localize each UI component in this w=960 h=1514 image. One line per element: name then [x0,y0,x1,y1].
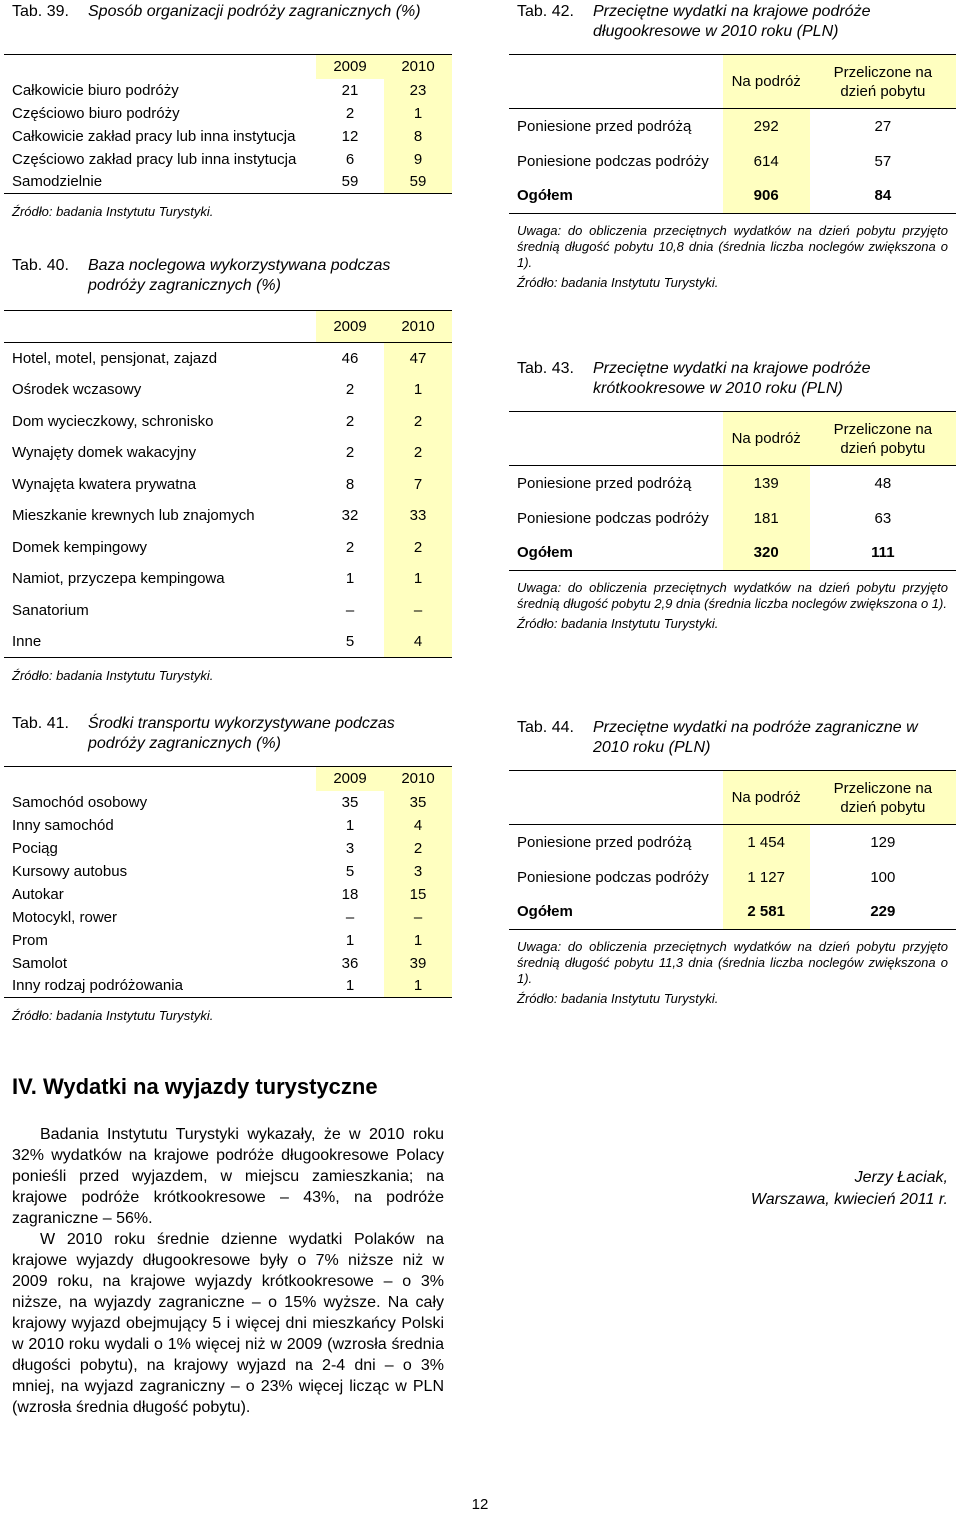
cell-2009: 5 [345,633,355,650]
cell-per-day: 57 [874,152,892,170]
row-label: Ogółem [517,544,573,562]
row-label: Wynajęty domek wakacyjny [12,444,197,462]
paragraph: Badania Instytutu Turystyki wykazały, że w 2010 roku 32% wydatków na krajowe podróże długookresowe Polacy ponieśli przed wyjazdem, w miejscu zamieszkania; na krajowe podróże krótkookresowe – 43%, na podróże zagraniczne – 56%. [12,1126,444,1227]
row-label: Inne [12,633,42,650]
cell-2009: 46 [341,350,359,367]
table-row [509,825,956,860]
row-label: Hotel, motel, pensjonat, zajazd [12,350,218,367]
col-header-per-trip: Na podróż [723,412,810,466]
section-heading: IV. Wydatki na wyjazdy turystyczne [12,1074,378,1099]
table-source: Źródło: badania Instytutu Turystyki. [12,668,214,683]
cell-2009: 2 [345,538,355,556]
table-row [4,975,452,998]
row-label: Poniesione podczas podróży [517,868,709,886]
row-label: Samolot [12,954,68,972]
cell-per-trip: 139 [723,466,810,501]
row-label: Ogółem [517,187,573,205]
cell-per-trip: 906 [723,179,810,214]
section-body [12,1124,444,1418]
table-row [4,626,452,658]
cell-2009: 2 [345,381,355,399]
cell-2009: 2 [345,444,355,462]
row-label: Mieszkanie krewnych lub znajomych [12,507,255,525]
cell-per-day: 27 [874,117,892,135]
row-label: Wynajęta kwatera prywatna [12,475,197,493]
col-header-per-trip: Na podróż [723,55,810,109]
table-row [4,883,452,906]
cell-2010: 4 [384,626,452,658]
table-row [509,501,956,536]
row-label: Dom wycieczkowy, schronisko [12,412,214,430]
cell-per-trip: 2 581 [723,895,810,930]
row-label: Ogółem [517,903,573,921]
cell-2009: – [345,908,355,926]
table-source: Źródło: badania Instytutu Turystyki. [517,275,719,290]
table-42 [509,54,956,291]
row-label: Całkowicie biuro podróży [12,81,179,99]
table-number: Tab. 40. [12,257,69,274]
table-note: Uwaga: do obliczenia przeciętnych wydatków na dzień pobytu przyjęto średnią długość pobytu 11,3 dnia (średnia liczba noclegów zwiększona o 1). [517,939,948,986]
cell-2010: 2 [384,837,452,860]
table-number: Tab. 39. [12,3,69,20]
table-row [4,532,452,564]
table-number: Tab. 43. [517,360,574,377]
table-source: Źródło: badania Instytutu Turystyki. [517,991,719,1006]
cell-2010: 47 [384,343,452,375]
row-label: Poniesione przed podróżą [517,474,692,492]
year-header: 2010 [384,55,452,79]
cell-2010: 3 [384,860,452,883]
cell-2009: 59 [341,173,359,191]
col-header-per-trip: Na podróż [723,771,810,825]
table-row [4,148,452,171]
table-number: Tab. 42. [517,3,574,20]
table-row [4,437,452,469]
row-label: Inny samochód [12,816,114,834]
table-header-row [509,412,956,466]
table-row [4,79,452,102]
cell-2010: 8 [384,125,452,148]
row-label: Poniesione podczas podróży [517,152,709,170]
cell-per-trip: 1 454 [723,825,810,860]
table-row [4,952,452,975]
col-header-per-day: Przeliczone na dzień pobytu [810,412,956,466]
table-row [4,595,452,627]
table-44-block [517,718,957,758]
table-row [4,906,452,929]
cell-2009: 2 [345,412,355,430]
row-label: Poniesione przed podróżą [517,117,692,135]
table-total-row [509,895,956,930]
year-header: 2009 [316,767,384,791]
row-label: Poniesione przed podróżą [517,833,692,851]
table-row [4,791,452,814]
table-row [4,500,452,532]
row-label: Domek kempingowy [12,538,148,556]
cell-2009: – [345,601,355,619]
cell-per-day: 48 [874,474,892,492]
row-label: Sanatorium [12,601,89,619]
place-date: Warszawa, kwiecień 2011 r. [750,1191,948,1208]
cell-2009: 8 [345,475,355,493]
table-source: Źródło: badania Instytutu Turystyki. [517,616,719,631]
row-label: Samodzielnie [12,173,103,191]
cell-per-day: 129 [870,833,896,851]
table-row [4,814,452,837]
table-row [4,102,452,125]
cell-per-day: 63 [874,509,892,527]
cell-2009: 5 [345,862,355,880]
table-title: Przeciętne wydatki na podróże zagraniczne w 2010 roku (PLN) [593,719,918,756]
table-title: Baza noclegowa wykorzystywana podczas podróży zagranicznych (%) [88,257,391,294]
author-name: Jerzy Łaciak, [854,1169,948,1186]
row-label: Prom [12,931,48,949]
row-label: Częściowo zakład pracy lub inna instytucja [12,150,297,168]
cell-2010: 35 [384,791,452,814]
table-43 [509,411,956,632]
table-39-block [12,2,452,22]
table-header-row [4,767,452,791]
cell-2010: 4 [384,814,452,837]
table-40 [4,310,452,684]
table-row [509,466,956,501]
table-header-row [4,311,452,343]
table-41-block [12,714,452,754]
row-label: Samochód osobowy [12,793,148,811]
cell-2009: 21 [341,81,359,99]
table-title: Środki transportu wykorzystywane podczas podróży zagranicznych (%) [88,715,395,752]
table-row [4,171,452,194]
table-row [4,860,452,883]
table-row [4,406,452,438]
cell-2009: 32 [341,507,359,525]
cell-2010: 39 [384,952,452,975]
table-number: Tab. 44. [517,719,574,736]
cell-2010: – [384,595,452,627]
cell-per-trip: 1 127 [723,860,810,895]
cell-2010: 23 [384,79,452,102]
table-row [4,929,452,952]
cell-per-trip: 614 [723,144,810,179]
table-total-row [509,179,956,214]
table-39 [4,54,452,220]
cell-per-day: 100 [870,868,896,886]
cell-2010: 7 [384,469,452,501]
cell-per-trip: 320 [723,536,810,571]
table-row [4,563,452,595]
paragraph: W 2010 roku średnie dzienne wydatki Polaków na krajowe wyjazdy długookresowe były o 7% niższe niż w 2009 roku, na krajowe wyjazdy krótkookresowe – o 3% niższe, na wyjazdy zagraniczne – o 15% wyższe. Na cały krajowy wyjazd obejmujący 5 i więcej dni mieszkańcy Polski w 2010 roku wydali o 1% więcej niż w 2009 (wzrosła średnia długości pobytu), na krajowy wyjazd na 2-4 dni – o 3% mniej, na wyjazd zagraniczny – o 23% więcej licząc w PLN (wzrosła średnia długość pobytu). [12,1231,444,1416]
row-label: Poniesione podczas podróży [517,509,709,527]
table-row [4,374,452,406]
cell-2010: 1 [384,929,452,952]
year-header: 2010 [384,767,452,791]
cell-per-day: 229 [870,903,896,921]
cell-2009: 18 [341,885,359,903]
row-label: Motocykl, rower [12,908,118,926]
row-label: Całkowicie zakład pracy lub inna instytucja [12,127,296,145]
col-header-per-day: Przeliczone na dzień pobytu [810,55,956,109]
author-signature [751,1167,948,1211]
table-note: Uwaga: do obliczenia przeciętnych wydatków na dzień pobytu przyjęto średnią długość pobytu 2,9 dnia (średnia liczba noclegów zwiększona o 1). [517,580,948,611]
table-row [4,343,452,375]
year-header: 2010 [384,311,452,343]
cell-2009: 12 [341,127,359,145]
cell-2010: 1 [384,102,452,125]
year-header: 2009 [316,311,384,343]
cell-2009: 3 [345,839,355,857]
cell-2010: 1 [384,374,452,406]
year-header: 2009 [316,55,384,79]
cell-2010: 59 [384,171,452,194]
table-row [4,469,452,501]
row-label: Pociąg [12,839,58,857]
cell-2010: 1 [384,563,452,595]
cell-per-day: 84 [874,187,892,205]
cell-2009: 1 [345,931,355,949]
table-number: Tab. 41. [12,715,69,732]
table-row [4,837,452,860]
cell-2010: 2 [384,406,452,438]
table-41 [4,766,452,1024]
table-row [509,860,956,895]
cell-2009: 2 [345,104,355,122]
cell-2010: 33 [384,500,452,532]
table-44 [509,770,956,1007]
row-label: Kursowy autobus [12,862,128,880]
cell-per-day: 111 [871,544,895,562]
table-title: Sposób organizacji podróży zagranicznych (%) [88,3,421,20]
cell-per-trip: 181 [723,501,810,536]
table-row [509,109,956,144]
row-label: Częściowo biuro podróży [12,104,180,122]
row-label: Namiot, przyczepa kempingowa [12,570,225,588]
cell-2009: 1 [345,977,355,995]
cell-2009: 1 [345,816,355,834]
row-label: Ośrodek wczasowy [12,381,142,399]
cell-per-trip: 292 [723,109,810,144]
page-number: 12 [471,1496,489,1513]
table-40-block [12,256,452,296]
cell-2009: 1 [345,570,355,588]
table-title: Przeciętne wydatki na krajowe podróże długookresowe w 2010 roku (PLN) [593,3,871,40]
cell-2010: 15 [384,883,452,906]
cell-2010: 9 [384,148,452,171]
cell-2010: 2 [384,437,452,469]
cell-2010: 1 [384,975,452,998]
table-note: Uwaga: do obliczenia przeciętnych wydatków na dzień pobytu przyjęto średnią długość pobytu 10,8 dnia (średnia liczba noclegów zwiększona o 1). [517,223,948,270]
table-title: Przeciętne wydatki na krajowe podróże krótkookresowe w 2010 roku (PLN) [593,360,871,397]
table-42-block [517,2,957,42]
cell-2009: 6 [345,150,355,168]
table-row [509,144,956,179]
cell-2010: 2 [384,532,452,564]
table-header-row [4,55,452,79]
table-total-row [509,536,956,571]
row-label: Inny rodzaj podróżowania [12,977,183,995]
table-header-row [509,771,956,825]
cell-2010: – [384,906,452,929]
table-43-block [517,359,957,399]
table-source: Źródło: badania Instytutu Turystyki. [12,1008,214,1023]
table-source: Źródło: badania Instytutu Turystyki. [12,204,214,219]
table-row [4,125,452,148]
col-header-per-day: Przeliczone na dzień pobytu [810,771,956,825]
table-header-row [509,55,956,109]
cell-2009: 35 [341,793,359,811]
cell-2009: 36 [341,954,359,972]
row-label: Autokar [12,885,64,903]
table-39-caption [12,2,452,22]
